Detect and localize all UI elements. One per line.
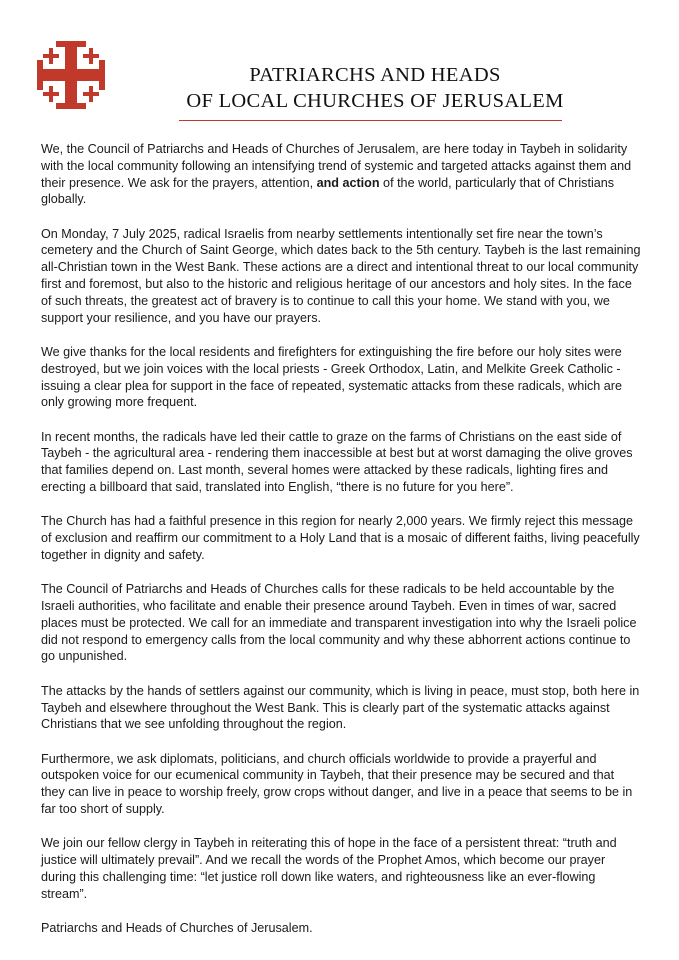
- paragraph-4: In recent months, the radicals have led their cattle to graze on the farms of Christians on the east side of Taybeh - the agricultural area - rendering them inaccessible at best but at worst damaging the olive groves that families depend on. Last month, several homes were attacked by these radicals, lighting fires and erecting a billboard that said, translated into English, “there is no future for you here”.: [41, 429, 633, 495]
- paragraph-9: We join our fellow clergy in Taybeh in reiterating this of hope in the face of a persistent threat: “truth and justice will ultimately prevail”. And we recall the words of the Prophet Amos, which become our prayer during this challenging time: “let justice roll down like waters, and righteousness like an ever-flowing stream”.: [41, 836, 617, 901]
- paragraph-2: On Monday, 7 July 2025, radical Israelis from nearby settlements intentionally set fire near the town’s cemetery and the Church of Saint George, which dates back to the 5th century. Taybeh is the last remaining all-Christian town in the West Bank. These actions are a direct and intentional threat to our local community first and foremost, but also to the historic and religious heritage of our ancestors and holy sites. In the face of such threats, the greatest act of bravery is to continue to call this your home. We stand with you, we support your resilience, and you have our prayers.: [41, 226, 641, 325]
- paragraph-5: The Church has had a faithful presence in this region for nearly 2,000 years. We firmly reject this message of exclusion and reaffirm our commitment to a Holy Land that is a mosaic of different faiths, living peacefully together in dignity and safety.: [41, 514, 640, 562]
- jerusalem-cross-icon: [35, 39, 107, 111]
- header-divider: [179, 120, 562, 121]
- page-title: [160, 62, 590, 114]
- signature: Patriarchs and Heads of Churches of Jerusalem.: [41, 920, 313, 935]
- paragraph-6: The Council of Patriarchs and Heads of Churches calls for these radicals to be held accountable by the Israeli authorities, who facilitate and enable their presence around Taybeh. Even in times of war, sacred places must be protected. We call for an immediate and transparent investigation into why the Israeli police did not respond to emergency calls from the local community and why these abhorrent actions continue to go unpunished.: [41, 582, 637, 664]
- statement-body: [41, 141, 641, 954]
- paragraph-7: The attacks by the hands of settlers against our community, which is living in peace, must stop, both here in Taybeh and elsewhere throughout the West Bank. This is clearly part of the systematic attacks against Christians that we see unfolding throughout the region.: [41, 683, 640, 732]
- paragraph-1: [41, 141, 641, 208]
- paragraph-1-text-end: of the world, particularly that of Christians globally.: [41, 175, 615, 207]
- title-line-1: PATRIARCHS AND HEADS: [249, 64, 501, 86]
- title-line-2: OF LOCAL CHURCHES OF JERUSALEM: [186, 90, 564, 112]
- paragraph-1-bold: and action: [316, 175, 380, 190]
- paragraph-3: We give thanks for the local residents and firefighters for extinguishing the fire before our holy sites were destroyed, but we join voices with the local priests - Greek Orthodox, Latin, and Melkite Greek Catholic - issuing a clear plea for support in the face of repeated, systematic attacks from these radicals, which are only growing more frequent.: [41, 344, 622, 410]
- paragraph-1-text: We, the Council of Patriarchs and Heads of Churches of Jerusalem, are here today in Taybeh in solidarity with the local community following an intensifying trend of systemic and targeted attacks against them and their presence. We ask for the prayers, attention,: [41, 142, 632, 190]
- paragraph-8: Furthermore, we ask diplomats, politicians, and church officials worldwide to provide a prayerful and outspoken voice for our ecumenical community in Taybeh, that their presence may be secured and that they can live in peace to worship freely, grow crops without danger, and live in a peace that seems to be in far too short of supply.: [41, 751, 633, 816]
